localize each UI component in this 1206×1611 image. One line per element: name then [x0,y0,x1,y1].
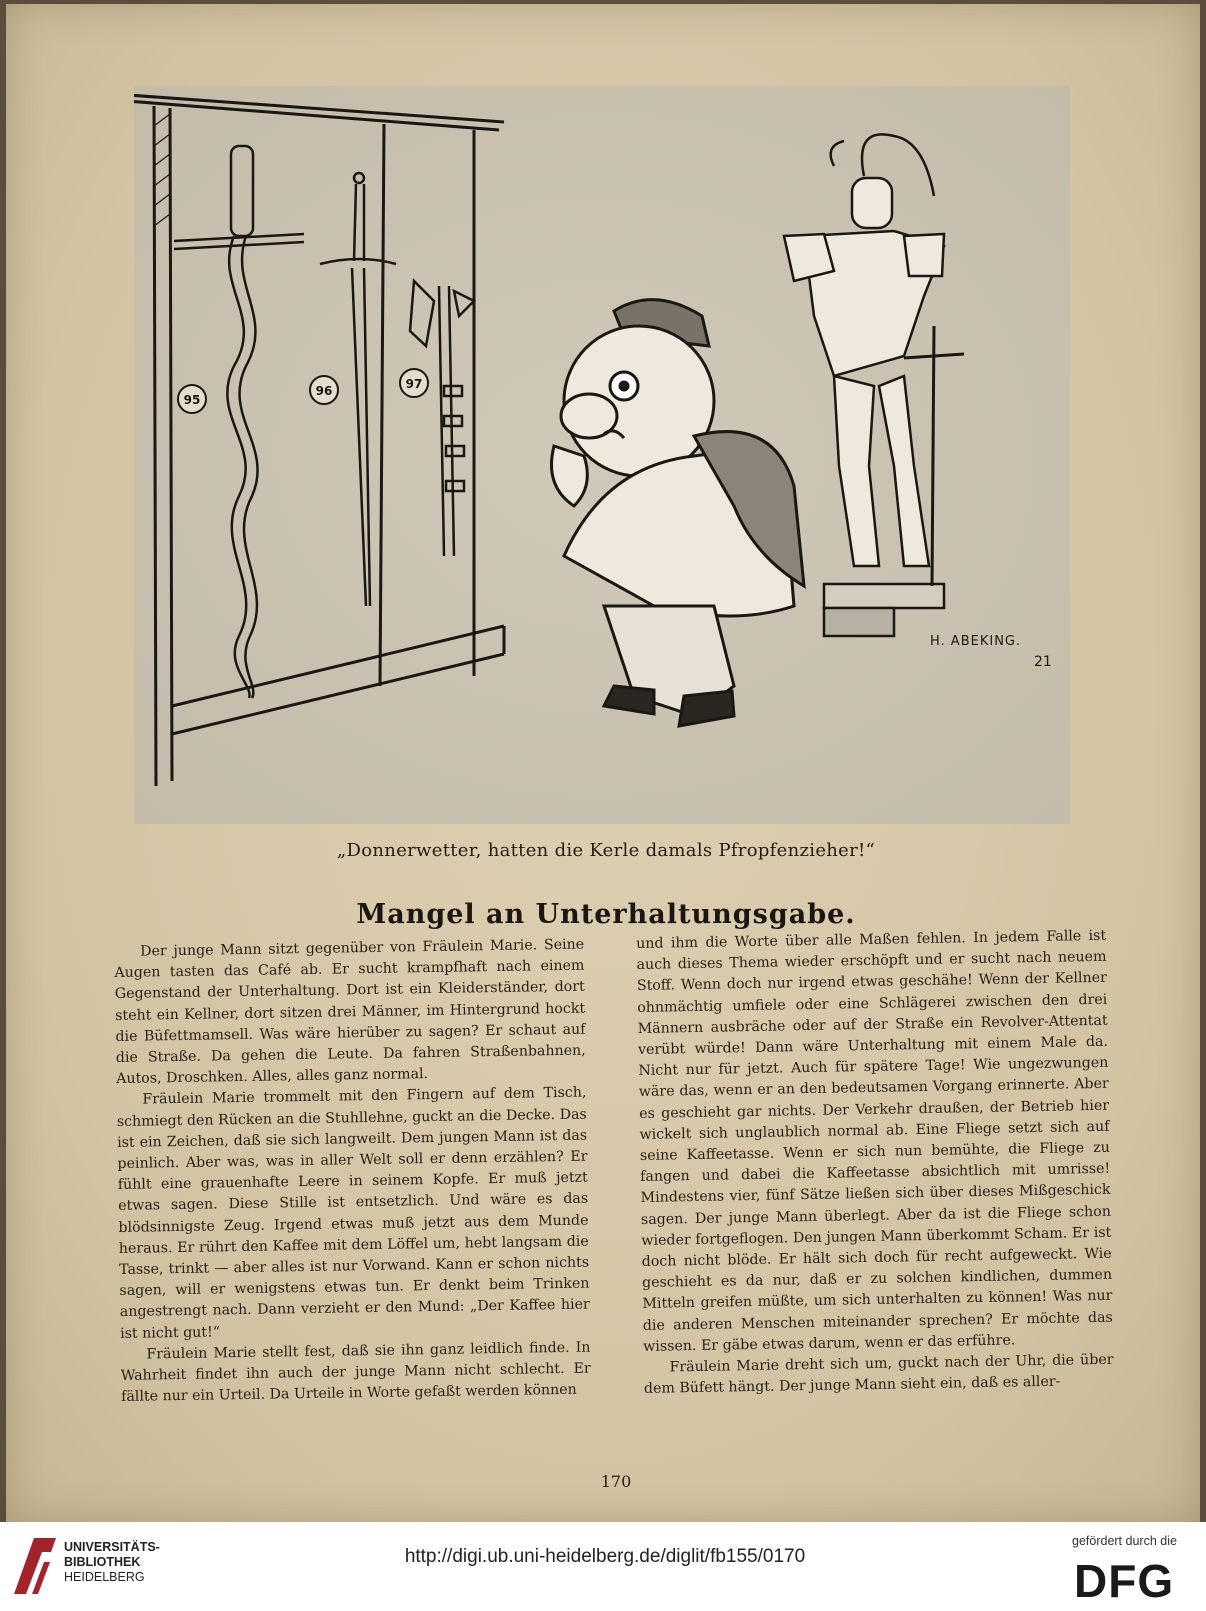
library-name[interactable] [64,1540,160,1585]
dfg-logo[interactable]: DFG [1074,1555,1175,1607]
viewer-footer [0,1522,1206,1611]
article-column-right [636,926,1114,1401]
cartoon-illustration [134,86,1070,824]
right-paragraph-1: und ihm die Worte über alle Maßen fehlen. In jedem Falle ist auch dieses Thema wieder erschöpft und er sucht nach neuem Stoff. Wenn doch nur irgend etwas geschähe! Wenn der Kellner ohnmächtig umfiele oder eine Schlägerei zwischen den drei Männern ausbräche oder auf der Straße ein Revolver-Attentat verübt würde! Dann wäre Unterhaltung mit einem Male da. Nicht nur für jetzt. Auch für spätere Tage! Wie ungezwungen wäre das, wenn er an den bedeutsamen Vorgang erinnerte. Aber es geschieht gar nichts. Der Verkehr draußen, der Betrieb hier wickelt sich unglaublich normal ab. Eine Fliege setzt sich auf seine Kaffeetasse. Wenn er sich nun bemühte, die Fliege zu fangen und dabei die Kaffeetasse absichtlich mit umrisse! Mindestens vier, fünf Sätze ließen sich über dieses Mißgeschick sagen. Der junge Mann überlegt. Aber da ist die Fliege schon wieder fortgeflogen. Den jungen Mann überkommt Scham. Er ist doch nicht blöde. Er hält sich doch für recht aufgeweckt. Wie geschieht es da nur, daß er zu solchen kindlichen, dummen Mitteln greifen müßte, um sich unterhalten zu können! Was nur die anderen Menschen miteinander sprechen? Er möchte das wissen. Er gäbe etwas darum, wenn er das erführe. [636,927,1113,1355]
artist-signature: H. ABEKING. [930,634,1022,649]
library-name-line-3: HEIDELBERG [64,1570,145,1584]
artist-signature-year: 21 [1034,654,1052,670]
left-paragraph-2: Fräulein Marie trommelt mit den Fingern auf dem Tisch, schmiegt den Rücken an die Stuhllehne, guckt an die Decke. Das ist ein Zeichen, daß sie sich langweilt. Dem jungen Mann ist das peinlich. Aber was, was in aller Welt soll er denn erzählen? Er fühlt eine grauenhafte Leere in seinem Kopfe. Er muß jetzt etwas sagen. Diese Stille ist entsetzlich. Und wäre es das blödsinnigste Zeug. Irgend etwas muß jetzt aus dem Munde heraus. Er rührt den Kaffee mit dem Löffel um, hebt langsam die Tasse, trinkt — aber alles ist nur Vorwand. Kann er schon nichts sagen, will er wenigstens etwas tun. Er denkt beim Trinken angestrengt nach. Dann verzieht er den Mund: „Der Kaffee hier ist nicht gut!“ [116,1085,590,1342]
article-heading: Mangel an Unterhaltungsgabe. [356,899,856,930]
magazine-page [6,4,1200,1522]
funding-label: gefördert durch die [1072,1534,1177,1548]
right-paragraph-2: Fräulein Marie dreht sich um, guckt nach der Uhr, die über dem Büfett hängt. Der junge Mann sieht ein, daß es aller- [643,1351,1114,1398]
library-name-line-1: UNIVERSITÄTS- [64,1540,160,1554]
cartoon-caption: „Donnerwetter, hatten die Kerle damals Pfropfenzieher!“ [336,840,876,861]
permalink-url[interactable]: http://digi.ub.uni-heidelberg.de/diglit/fb155/0170 [404,1546,806,1567]
page-number: 170 [600,1472,632,1491]
article-column-left [114,935,591,1409]
left-paragraph-1: Der junge Mann sitzt gegenüber von Fräulein Marie. Seine Augen tasten das Café ab. Er sucht krampfhaft nach einem Gegenstand der Unterhaltung. Dort ist ein Kleiderständer, dort steht ein Kellner, dort sitzen drei Männer, im Hintergrund hockt die Büfettmamsell. Was wäre hierüber zu sagen? Er schaut auf die Straße. Da gehen die Leute. Da fahren Straßenbahnen, Autos, Droschken. Alles, alles ganz normal. [114,936,586,1088]
left-paragraph-3: Fräulein Marie stellt fest, daß sie ihn ganz leidlich finde. In Wahrheit findet ihn auch der junge Mann nicht schlecht. Er fällte nur ein Urteil. Da Urteile in Worte gefaßt werden können [120,1339,591,1406]
tag-97-label: 97 [405,377,423,391]
tag-96-label: 96 [315,384,333,398]
tag-95-label: 95 [183,393,201,407]
library-name-line-2: BIBLIOTHEK [64,1555,141,1569]
library-logo-icon[interactable] [12,1534,58,1596]
cartoon-drawing [134,86,1070,824]
